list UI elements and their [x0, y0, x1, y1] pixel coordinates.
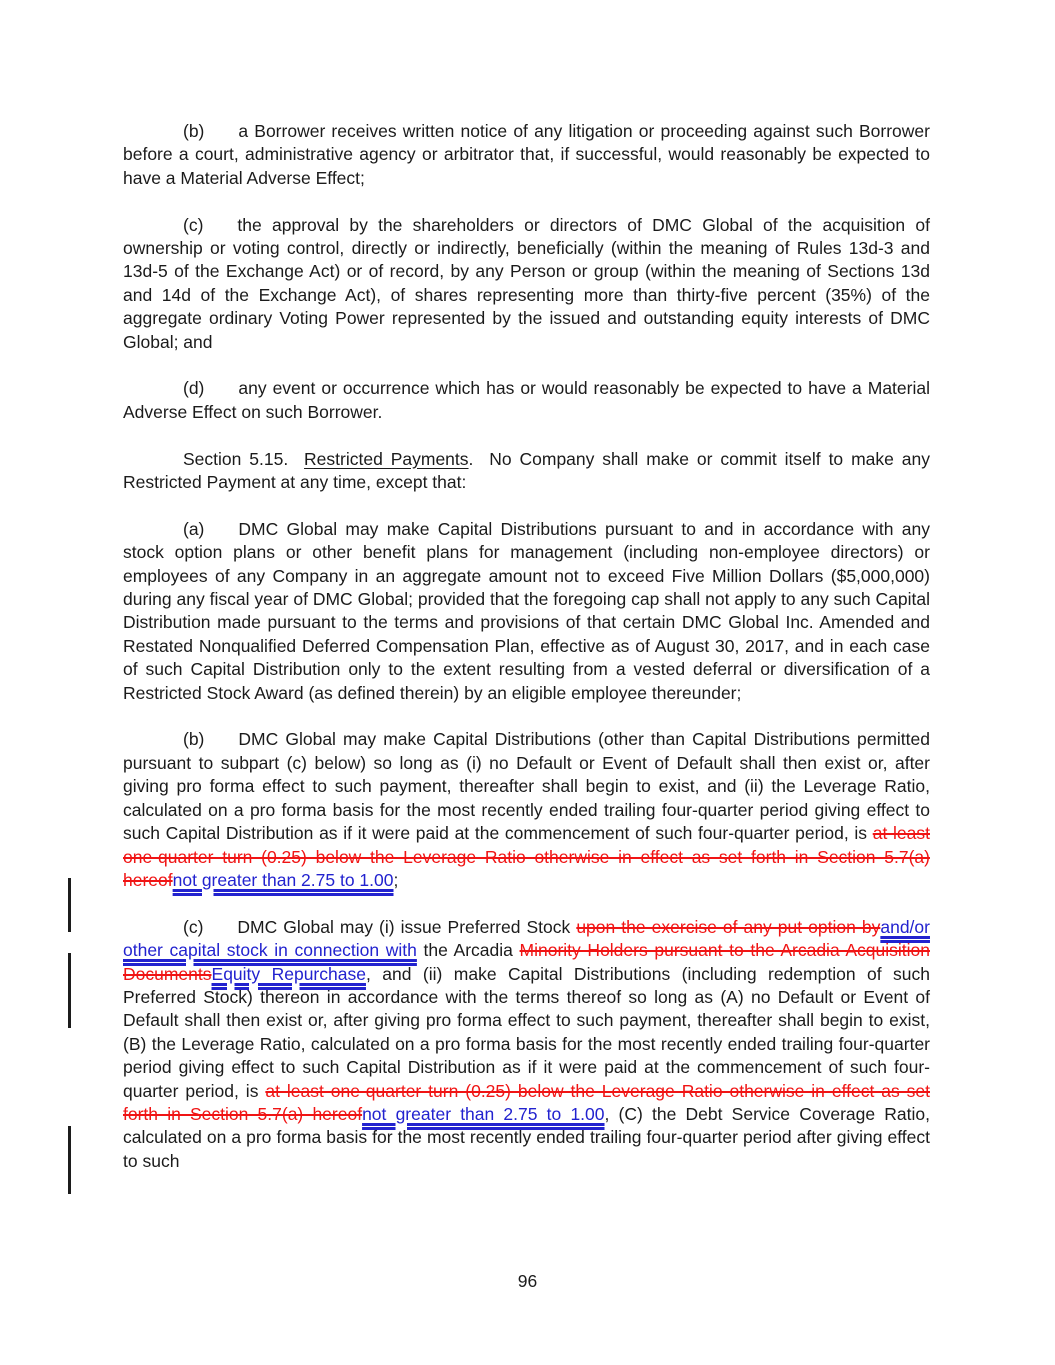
change-bar [68, 878, 71, 932]
change-bar [68, 953, 71, 1028]
paragraph-clause-b-litigation [123, 120, 930, 190]
underlined-heading: Restricted Payments [304, 448, 469, 469]
inserted-text: and/or other capital stock in connection with [123, 916, 930, 961]
text-run: (b) [183, 729, 205, 750]
text-run: Section 5.15. [183, 448, 305, 469]
text-run: (c) [183, 916, 204, 937]
paragraph-section-5-15-heading [123, 448, 930, 495]
text-run: , (C) the Debt Service Coverage Ratio, calculated on a pro forma basis for the most recently ended trailing four-quarter period after giving effect to such [123, 1103, 930, 1171]
document-body [123, 120, 930, 1197]
inserted-text: not greater than 2.75 to 1.00 [172, 869, 394, 890]
paragraph-clause-c-change-of-control [123, 214, 930, 354]
text-run: (a) [183, 518, 205, 539]
text-run: ; [393, 869, 399, 890]
text-run: any event or occurrence which has or would reasonably be expected to have a Material Adverse Effect on such Borrower. [123, 378, 930, 422]
paragraph-subpart-c-preferred-stock [123, 916, 930, 1173]
text-run: (d) [183, 378, 205, 399]
text-run: the Arcadia [416, 940, 520, 961]
text-run: (b) [183, 121, 205, 141]
text-run: the approval by the shareholders or directors of DMC Global of the acquisition of ownership or voting control, directly or indirectly, beneficially (within the meaning of Rules 13d-3 and 13d-5 of the Exchange Act) or of record, by any Person or group (within the meaning of Sections 13d and 14d of the Exchange Act), of shares representing more than thirty-five percent (35%) of the aggregate ordinary Voting Power represented by the issued and outstanding equity interests of DMC Global; and [123, 214, 930, 352]
text-run: (c) [183, 214, 204, 235]
paragraph-subpart-a-capital-distributions [123, 518, 930, 705]
page-number: 96 [517, 1271, 538, 1291]
inserted-text: Equity Repurchase [211, 963, 366, 984]
text-run: DMC Global may make Capital Distributions pursuant to and in accordance with any stock option plans or other benefit plans for management (including non-employee directors) or employees of any Company in an aggregate amount not to exceed Five Million Dollars ($5,000,000) during any fiscal year of DMC Global; provided that the foregoing cap shall not apply to any such Capital Distribution made pursuant to the terms and provisions of that certain DMC Global Inc. Amended and Restated Nonqualified Deferred Compensation Plan, effective as of August 30, 2017, and in each case of such Capital Distribution only to the extent resulting from a vested deferral or diversification of a Restricted Stock Award (as defined therein) by an eligible employee thereunder; [123, 518, 930, 703]
text-run: DMC Global may make Capital Distributions (other than Capital Distributions permitted pursuant to subpart (c) below) so long as (i) no Default or Event of Default shall then exist or, after giving pro forma effect to such payment, thereafter shall begin to exist, and (ii) the Leverage Ratio, calculated on a pro forma basis for the most recently ended trailing four-quarter period giving effect to such Capital Distribution as if it were paid at the commencement of such four-quarter period, is [123, 729, 930, 844]
text-run: DMC Global may (i) issue Preferred Stock [237, 916, 577, 937]
paragraph-clause-d-mae [123, 377, 930, 424]
text-run: . No Company shall make or commit itself to make any Restricted Payment at any time, except that: [123, 448, 930, 493]
text-run: a Borrower receives written notice of any litigation or proceeding against such Borrower before a court, administrative agency or arbitrator that, if successful, would reasonably be expected to have a Material Adverse Effect; [123, 121, 930, 188]
change-bar [68, 1126, 71, 1194]
deleted-text: at least one-quarter turn (0.25) below the Leverage Ratio otherwise in effect as set forth in Section 5.7(a) hereof [123, 823, 930, 890]
deleted-text: upon the exercise of any put option by [576, 916, 881, 937]
text-run: , and (ii) make Capital Distributions (including redemption of such Preferred Stock) thereon in accordance with the terms thereof so long as (A) no Default or Event of Default shall then exist or, after giving pro forma effect to such payment, thereafter shall begin to exist, (B) the Leverage Ratio, calculated on a pro forma basis for the most recently ended trailing four-quarter period giving effect to such Capital Distribution as if it were paid at the commencement of such four-quarter period, is [123, 963, 930, 1101]
paragraph-subpart-b-leverage-ratio [123, 728, 930, 892]
inserted-text: not greater than 2.75 to 1.00 [362, 1103, 605, 1124]
deleted-text: at least one-quarter turn (0.25) below the Leverage Ratio otherwise in effect as set forth in Section 5.7(a) hereof [123, 1080, 930, 1124]
deleted-text: Minority Holders pursuant to the Arcadia Acquisition Documents [123, 940, 930, 984]
